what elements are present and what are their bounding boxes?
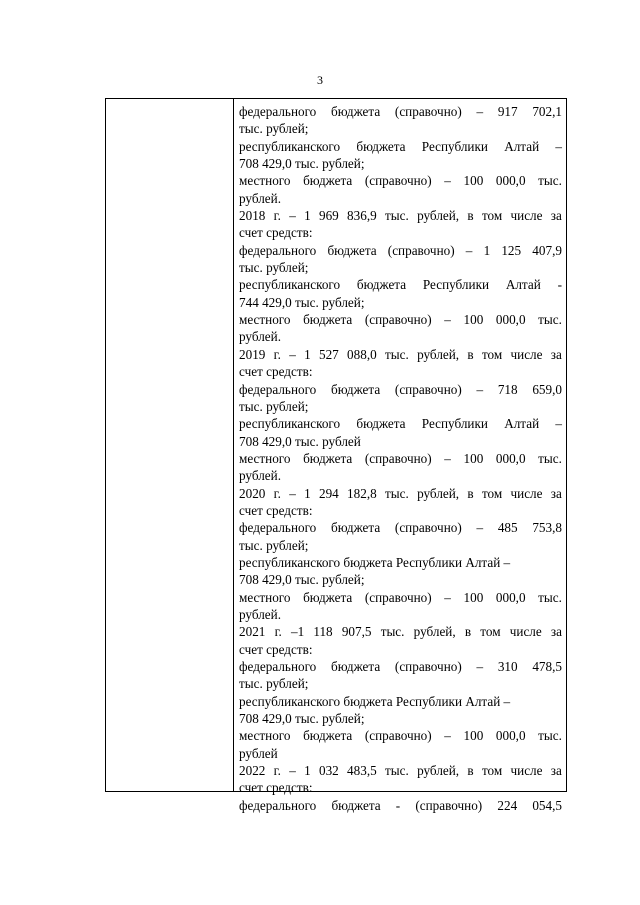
text-line: местного бюджета (справочно) – 100 000,0 тыс. [239, 589, 562, 605]
text-line: тыс. рублей; [239, 676, 309, 692]
text-line: республиканского бюджета Республики Алтай – [239, 554, 511, 570]
text-line: рублей [239, 745, 278, 761]
text-line: республиканского бюджета Республики Алтай – [239, 138, 562, 154]
text-line: федерального бюджета (справочно) – 917 702,1 [239, 104, 562, 119]
text-line: федерального бюджета (справочно) – 718 659,0 [239, 381, 562, 397]
table-right-cell [239, 103, 562, 814]
text-line: рублей. [239, 329, 282, 345]
text-line: рублей. [239, 606, 282, 622]
text-line: 708 429,0 тыс. рублей; [239, 572, 365, 588]
text-line: 2022 г. – 1 032 483,5 тыс. рублей, в том числе за [239, 763, 562, 779]
text-line: 708 429,0 тыс. рублей; [239, 156, 365, 172]
text-line: республиканского бюджета Республики Алтай - [239, 277, 562, 293]
text-line: рублей. [239, 190, 282, 206]
text-line: республиканского бюджета Республики Алтай – [239, 416, 562, 432]
text-line: 2021 г. –1 118 907,5 тыс. рублей, в том числе за [239, 624, 562, 640]
text-line: федерального бюджета - (справочно) 224 054,5 [239, 797, 562, 813]
table-column-divider [233, 99, 234, 791]
text-line: счет средств: [239, 641, 313, 657]
text-line: тыс. рублей; [239, 121, 309, 137]
text-line: местного бюджета (справочно) – 100 000,0 тыс. [239, 728, 562, 744]
text-line: 744 429,0 тыс. рублей; [239, 294, 365, 310]
text-line: тыс. рублей; [239, 537, 309, 553]
text-line: рублей. [239, 468, 282, 484]
text-line: тыс. рублей; [239, 260, 309, 276]
text-line: федерального бюджета (справочно) – 1 125 407,9 [239, 242, 562, 258]
text-line: федерального бюджета (справочно) – 485 753,8 [239, 520, 562, 536]
text-line: тыс. рублей; [239, 398, 309, 414]
text-line: 2020 г. – 1 294 182,8 тыс. рублей, в том числе за [239, 485, 562, 501]
document-table [105, 98, 567, 813]
text-line: счет средств: [239, 780, 313, 796]
text-line: 708 429,0 тыс. рублей; [239, 711, 365, 727]
table-left-cell [106, 99, 233, 791]
text-line: республиканского бюджета Республики Алтай – [239, 693, 511, 709]
text-line: 2019 г. – 1 527 088,0 тыс. рублей, в том числе за [239, 346, 562, 362]
text-line: местного бюджета (справочно) – 100 000,0 тыс. [239, 450, 562, 466]
text-line: местного бюджета (справочно) – 100 000,0 тыс. [239, 173, 562, 189]
text-line: местного бюджета (справочно) – 100 000,0 тыс. [239, 312, 562, 328]
text-line: счет средств: [239, 364, 313, 380]
page-number: 3 [317, 73, 323, 87]
text-line: 2018 г. – 1 969 836,9 тыс. рублей, в том числе за [239, 208, 562, 224]
text-line: счет средств: [239, 502, 313, 518]
text-line: 708 429,0 тыс. рублей [239, 433, 361, 449]
text-line: федерального бюджета (справочно) – 310 478,5 [239, 659, 562, 674]
text-line: счет средств: [239, 225, 313, 241]
